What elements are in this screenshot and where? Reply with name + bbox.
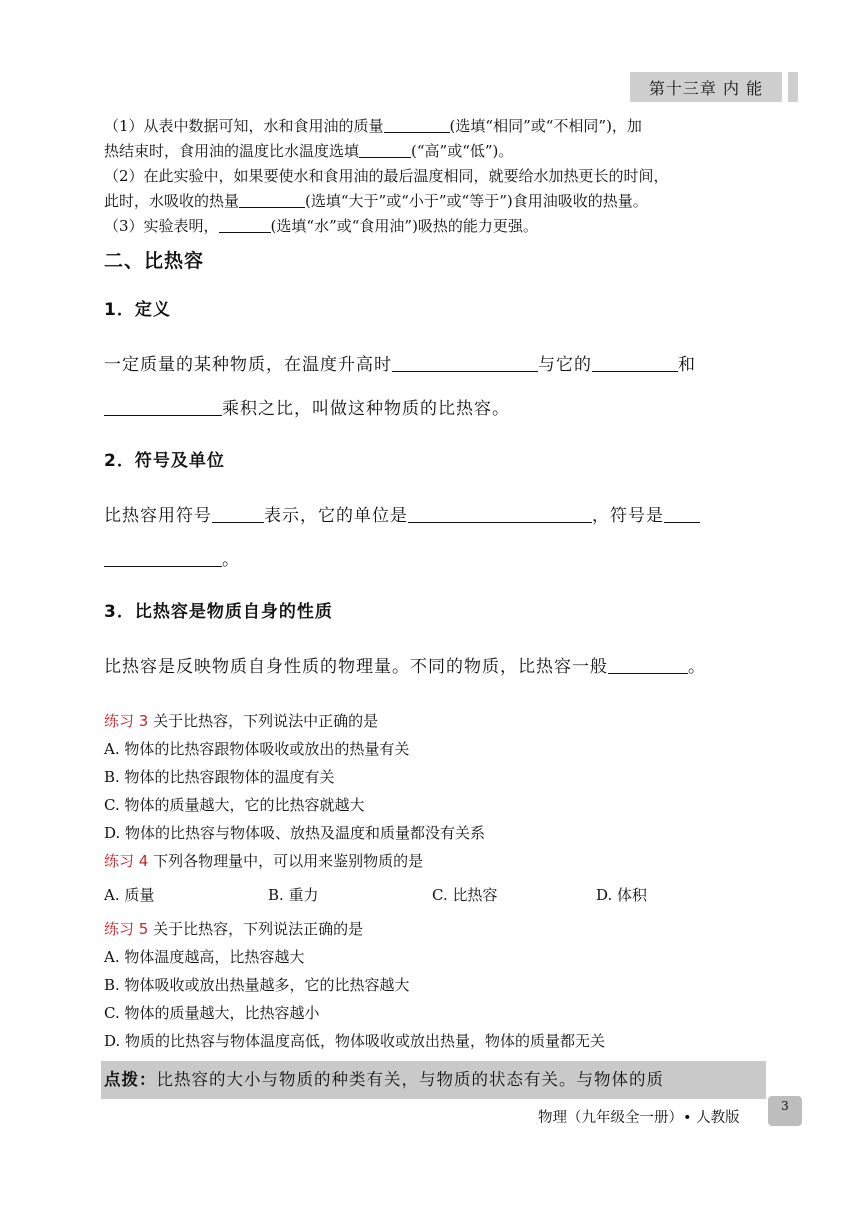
subsection-3-title: 3．比热容是物质自身的性质 [104, 602, 333, 622]
chapter-title: 第十三章 内 能 [648, 78, 764, 98]
hint-box [101, 1061, 766, 1099]
blank [608, 656, 688, 674]
subsection-1-title: 1．定义 [104, 300, 171, 320]
exercise-label: 练习 3 [104, 712, 149, 730]
blank [359, 142, 411, 158]
options-row [104, 881, 760, 909]
blank [104, 549, 222, 567]
exercise-5 [104, 915, 760, 1055]
blank [592, 354, 678, 372]
exercise-question: 练习 4 下列各物理量中，可以用来鉴别物质的是 [104, 852, 424, 870]
chapter-header [630, 72, 782, 102]
hint-text: 比热容的大小与物质的种类有关，与物质的状态有关。与物体的质 [156, 1070, 664, 1089]
option-a: A. 质量 [104, 886, 155, 904]
section-title: 二、比热容 [104, 250, 205, 272]
option-c: C. 物体的质量越大，比热容越小 [104, 1004, 320, 1022]
exercise-label: 练习 4 [104, 852, 149, 870]
option-d: D. 物质的比热容与物体温度高低，物体吸收或放出热量，物体的质量都无关 [104, 1032, 606, 1050]
blank [384, 117, 450, 133]
option-d: D. 物体的比热容与物体吸、放热及温度和质量都没有关系 [104, 824, 486, 842]
option-a: A. 物体的比热容跟物体吸收或放出的热量有关 [104, 740, 410, 758]
footer-book-title: 物理（九年级全一册）• 人教版 [538, 1110, 740, 1126]
option-b: B. 物体吸收或放出热量越多，它的比热容越大 [104, 976, 410, 994]
question-3: （3）实验表明， (选填“水”或“食用油”)吸热的能力更强。 [104, 217, 538, 235]
question-2-cont: 此时，水吸收的热量 (选填“大于”或“小于”或“等于”)食用油吸收的热量。 [104, 192, 648, 210]
blank [408, 505, 592, 523]
subsection-2-title: 2．符号及单位 [104, 451, 225, 471]
exercise-question: 练习 3 关于比热容，下列说法中正确的是 [104, 712, 379, 730]
option-b: B. 重力 [268, 886, 319, 904]
blank [219, 217, 271, 233]
blank [104, 398, 222, 416]
option-d: D. 体积 [596, 886, 648, 904]
page-number: 3 [768, 1096, 802, 1126]
question-1: （1）从表中数据可知，水和食用油的质量 (选填“相同”或“不相同”)，加 [104, 117, 642, 135]
hint-label: 点拨： [104, 1070, 157, 1089]
option-c: C. 比热容 [432, 886, 498, 904]
option-c: C. 物体的质量越大，它的比热容就越大 [104, 796, 365, 814]
symbol-unit-paragraph: 比热容用符号 表示，它的单位是 ，符号是 。 [104, 494, 760, 582]
exercise-question: 练习 5 关于比热容，下列说法正确的是 [104, 920, 364, 938]
blank [212, 505, 264, 523]
definition-paragraph: 一定质量的某种物质，在温度升高时 与它的 和 乘积之比，叫做这种物质的比热容。 [104, 355, 696, 419]
chapter-header-edge [788, 72, 798, 102]
exercise-4 [104, 847, 760, 909]
exercise-3 [104, 707, 760, 847]
question-2: （2）在此实验中，如果要使水和食用油的最后温度相同，就要给水加热更长的时间， [104, 167, 669, 185]
blank [392, 354, 538, 372]
option-b: B. 物体的比热容跟物体的温度有关 [104, 768, 335, 786]
blank [664, 505, 700, 523]
property-paragraph: 比热容是反映物质自身性质的物理量。不同的物质，比热容一般 。 [104, 657, 706, 677]
exercise-label: 练习 5 [104, 920, 149, 938]
blank [239, 192, 305, 208]
option-a: A. 物体温度越高，比热容越大 [104, 948, 305, 966]
page-content [104, 114, 760, 1099]
experiment-questions [104, 114, 760, 239]
question-1-cont: 热结束时，食用油的温度比水温度选填 (“高”或“低”)。 [104, 142, 514, 160]
